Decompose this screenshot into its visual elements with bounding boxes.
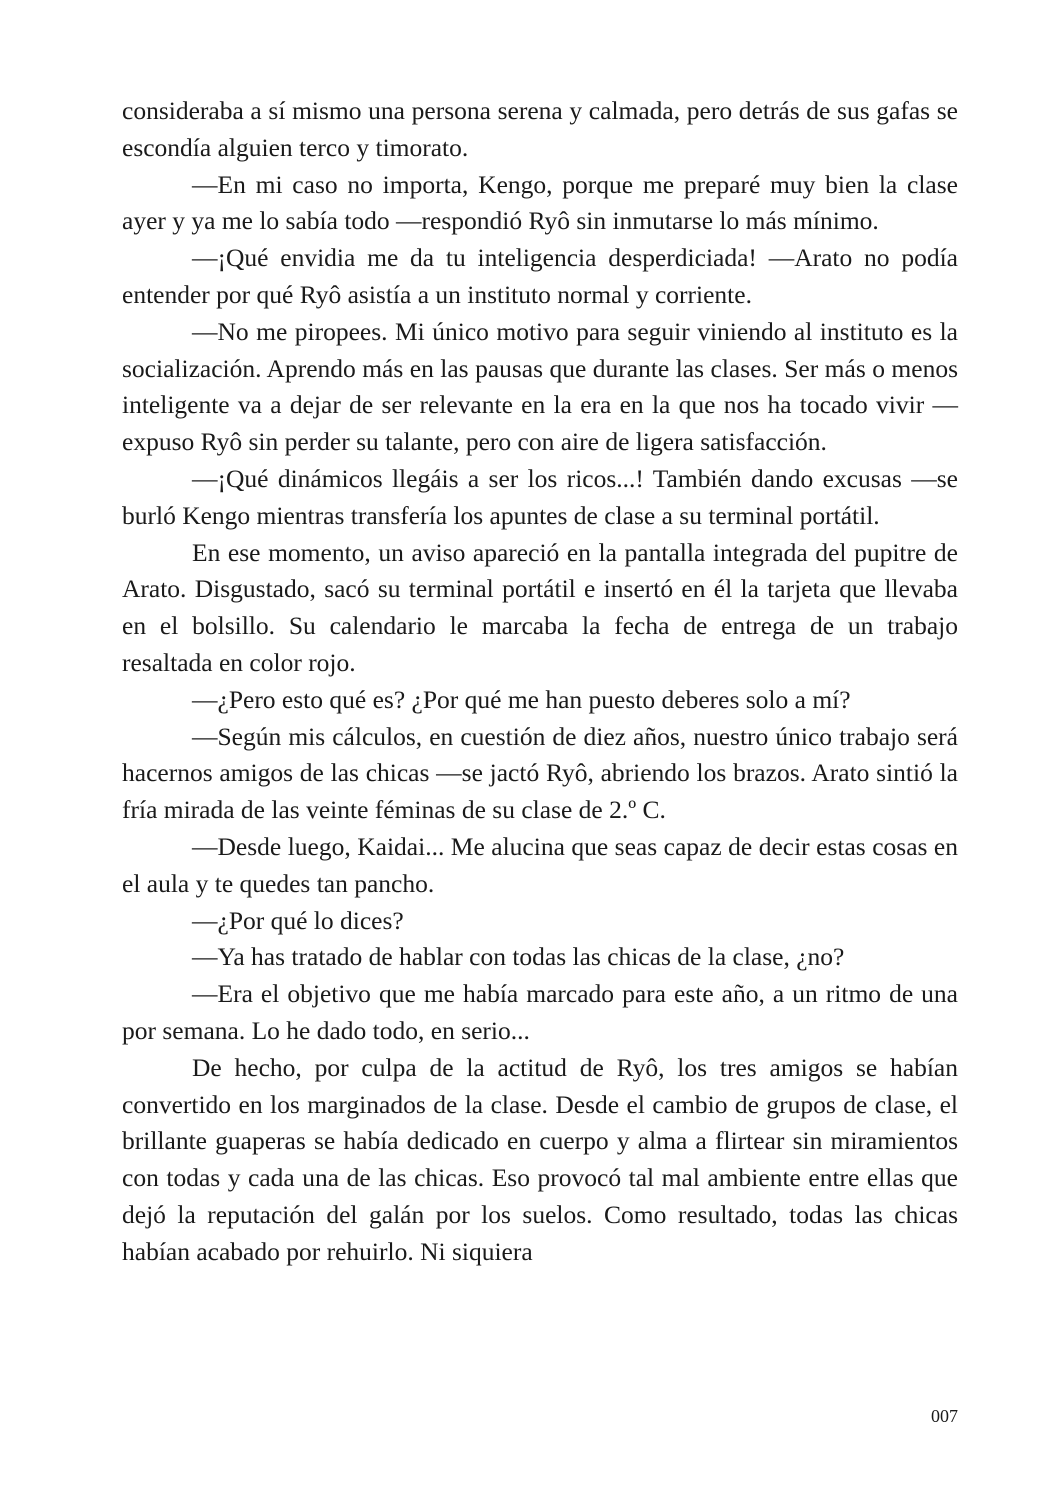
paragraph: —Era el objetivo que me había marcado para este año, a un ritmo de una por semana. Lo he dado todo, en serio... [122, 979, 958, 1045]
paragraph: —En mi caso no importa, Kengo, porque me preparé muy bien la clase ayer y ya me lo sabía todo —respondió Ryô sin inmutarse lo más mínimo. [122, 169, 958, 236]
paragraph: —Desde luego, Kaidai... Me alucina que seas capaz de decir estas cosas en el aula y te quedes tan pancho. [122, 831, 958, 898]
paragraph: —¿Por qué lo dices? [192, 905, 404, 935]
paragraph: —No me piropees. Mi único motivo para seguir viniendo al instituto es la socialización. Aprendo más en las pausas que durante las clases. Ser más o menos inteligente va a dejar de ser relevante en la era en la que nos ha tocado vivir —expuso Ryô sin perder su talante, pero con aire de ligera satisfacción. [122, 316, 958, 457]
paragraph: —Según mis cálculos, en cuestión de diez años, nuestro único trabajo será hacernos amigos de las chicas —se jactó Ryô, abriendo los brazos. Arato sintió la fría mirada de las veinte féminas de su clase de 2.º C. [122, 721, 958, 825]
paragraph: —¡Qué dinámicos llegáis a ser los ricos...! También dando excusas —se burló Kengo mientras transfería los apuntes de clase a su terminal portátil. [122, 463, 958, 530]
body-text [122, 93, 958, 1271]
page-number: 007 [931, 1406, 958, 1426]
paragraph: —¡Qué envidia me da tu inteligencia desperdiciada! —Arato no podía entender por qué Ryô asistía a un instituto normal y corriente. [122, 243, 958, 309]
paragraph: consideraba a sí mismo una persona serena y calmada, pero detrás de sus gafas se escondía alguien terco y timorato. [122, 96, 958, 162]
paragraph: —Ya has tratado de hablar con todas las chicas de la clase, ¿no? [192, 942, 845, 972]
paragraph: En ese momento, un aviso apareció en la pantalla integrada del pupitre de Arato. Disgustado, sacó su terminal portátil e insertó en él la tarjeta que llevaba en el bolsillo. Su calendario le marcaba la fecha de entrega de un trabajo resaltada en color rojo. [122, 537, 958, 677]
paragraph: —¿Pero esto qué es? ¿Por qué me han puesto deberes solo a mí? [192, 684, 851, 714]
paragraph: De hecho, por culpa de la actitud de Ryô, los tres amigos se habían convertido en los marginados de la clase. Desde el cambio de grupos de clase, el brillante guaperas se había dedicado en cuerpo y alma a flirtear sin miramientos con todas y cada una de las chicas. Eso provocó tal mal ambiente entre ellas que dejó la reputación del galán por los suelos. Como resultado, todas las chicas habían acabado por rehuirlo. Ni siquiera [122, 1052, 958, 1266]
